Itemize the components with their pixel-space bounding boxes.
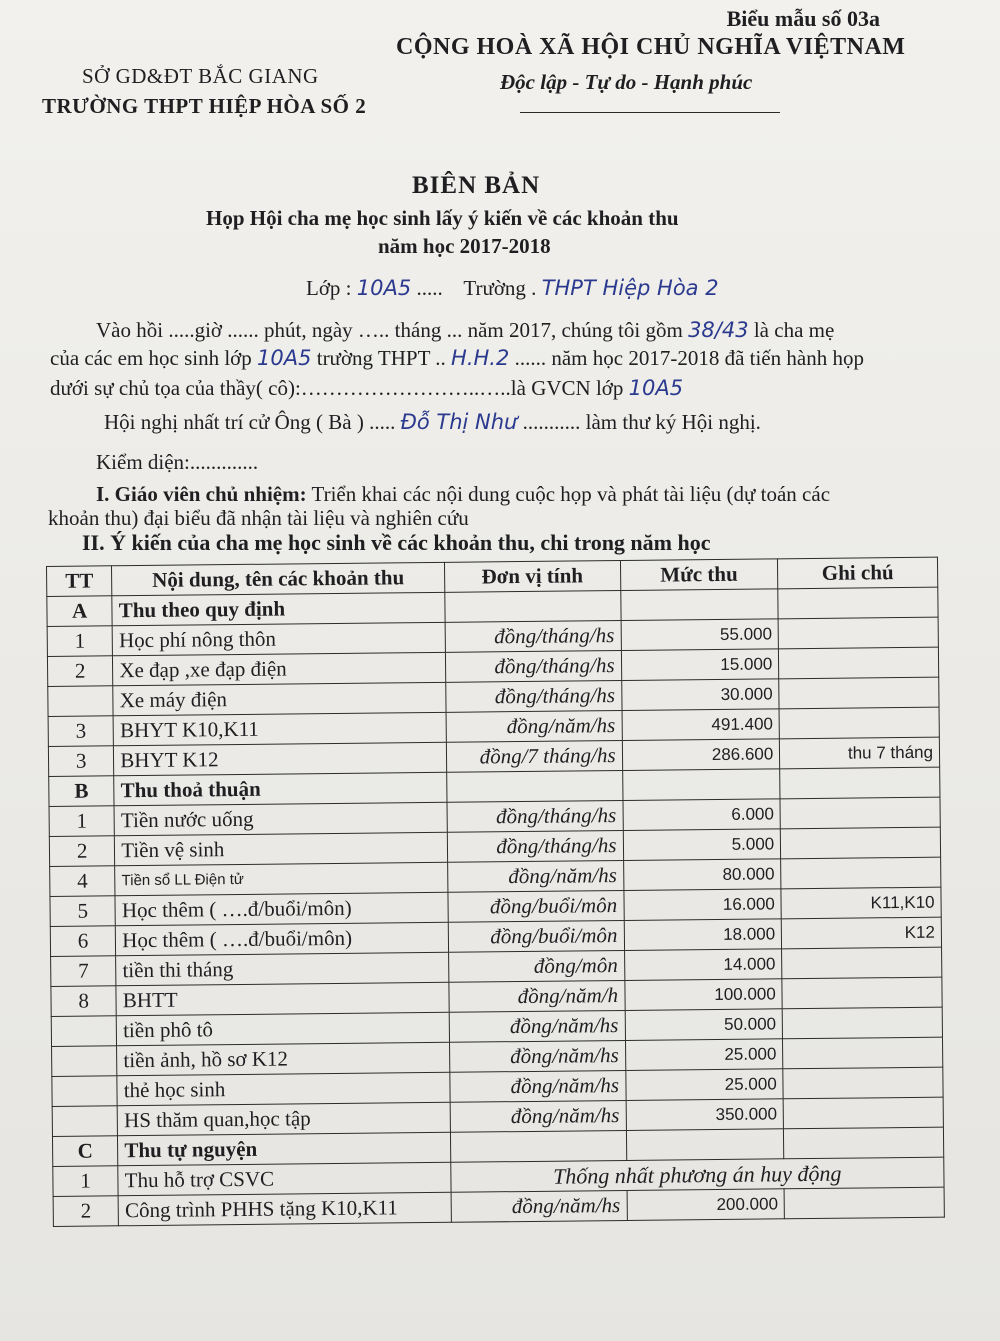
row-content: Học phí nông thôn — [112, 622, 445, 655]
row-rate — [626, 1129, 784, 1161]
row-number — [48, 686, 114, 717]
row-unit — [450, 1130, 626, 1162]
department-name: SỞ GD&ĐT BẮC GIANG — [82, 64, 319, 88]
document-title: BIÊN BẢN — [412, 172, 541, 199]
row-content: Tiền vệ sinh — [115, 832, 448, 865]
school-label: Trường . — [463, 276, 537, 300]
row-number: B — [49, 776, 115, 807]
row-rate: 50.000 — [625, 1009, 783, 1041]
row-unit: đồng/năm/hs — [449, 1040, 625, 1072]
row-note — [782, 1007, 942, 1039]
row-content: Xe máy điện — [113, 682, 446, 715]
paragraph-text: ........... làm thư ký Hội nghị. — [522, 410, 761, 434]
row-unit: đồng/tháng/hs — [447, 830, 623, 862]
row-rate: 25.000 — [625, 1069, 783, 1101]
row-content: Học thêm ( ….đ/buổi/môn) — [116, 922, 449, 955]
row-note — [784, 1127, 944, 1159]
row-content: Thu tự nguyện — [118, 1132, 451, 1165]
row-content: BHYT K10,K11 — [113, 712, 446, 745]
row-rate: 5.000 — [623, 829, 781, 861]
class-line — [306, 276, 719, 301]
paragraph-line-3 — [50, 376, 683, 401]
paragraph-text: trường THPT .. — [316, 346, 446, 370]
row-rate: 100.000 — [624, 979, 782, 1011]
row-note — [780, 767, 940, 799]
class-label: Lớp : — [306, 276, 352, 300]
row-content: BHYT K12 — [114, 742, 447, 775]
row-note — [779, 647, 939, 679]
paragraph-text: là cha mẹ — [753, 318, 835, 342]
section-1-text: Triển khai các nội dung cuộc họp và phát tài liệu (dự toán các — [306, 482, 831, 506]
row-number: 3 — [48, 746, 114, 777]
row-unit: đồng/7 tháng/hs — [446, 740, 622, 772]
row-unit: đồng/năm/h — [449, 980, 625, 1012]
row-note — [778, 617, 938, 649]
section-1 — [96, 482, 830, 507]
row-note — [781, 857, 941, 889]
row-content: Thu thoả thuận — [114, 772, 447, 805]
row-merged-note: Thống nhất phương án huy động — [451, 1157, 945, 1192]
attendees-handwritten: 38/43 — [688, 318, 749, 342]
row-number: 5 — [50, 896, 116, 927]
section-1-continued: khoản thu) đại biểu đã nhận tài liệu và nghiên cứu — [48, 506, 469, 530]
paragraph-text: của các em học sinh lớp — [50, 346, 252, 370]
paragraph-text: Vào hồi .....giờ ...... phút, ngày ….. tháng ... năm 2017, chúng tôi gồm — [96, 318, 683, 342]
header-rate: Mức thu — [620, 559, 778, 591]
row-number: 1 — [49, 806, 115, 837]
paragraph-text: ...... năm học 2017-2018 đã tiến hành họp — [514, 346, 864, 370]
row-number — [52, 1046, 118, 1077]
row-unit — [445, 590, 621, 622]
row-rate — [622, 769, 780, 801]
row-content: HS thăm quan,học tập — [117, 1102, 450, 1135]
row-content: Tiền sổ LL Điện tử — [115, 862, 448, 895]
row-rate — [620, 589, 778, 621]
row-content: tiền phô tô — [116, 1012, 449, 1045]
row-content: tiền ảnh, hồ sơ K12 — [117, 1042, 450, 1075]
secretary-handwritten: Đỗ Thị Như — [400, 410, 518, 434]
row-content: tiền thi tháng — [116, 952, 449, 985]
row-number: 2 — [49, 836, 115, 867]
row-content: thẻ học sinh — [117, 1072, 450, 1105]
school-handwritten: THPT Hiệp Hòa 2 — [541, 276, 719, 300]
row-note — [778, 587, 938, 619]
header-unit: Đơn vị tính — [444, 560, 620, 592]
row-unit: đồng/môn — [448, 950, 624, 982]
row-note — [779, 707, 939, 739]
row-note — [780, 797, 940, 829]
row-unit: đồng/tháng/hs — [445, 650, 621, 682]
row-number: 8 — [51, 986, 117, 1017]
row-rate: 14.000 — [624, 949, 782, 981]
document-subtitle: Họp Hội cha mẹ học sinh lấy ý kiến về các khoản thu — [206, 206, 679, 230]
row-note: K12 — [781, 917, 941, 949]
row-note — [784, 1187, 944, 1219]
row-unit: đồng/tháng/hs — [446, 680, 622, 712]
national-title: CỘNG HOÀ XÃ HỘI CHỦ NGHĨA VIỆTNAM — [396, 34, 906, 60]
row-note — [782, 947, 942, 979]
section-1-label: I. Giáo viên chủ nhiệm: — [96, 482, 307, 506]
form-number: Biểu mẫu số 03a — [726, 6, 880, 31]
row-content: Thu theo quy định — [112, 592, 445, 625]
paragraph-line-2 — [50, 346, 864, 371]
motto-underline — [520, 112, 780, 113]
row-rate: 15.000 — [621, 649, 779, 681]
row-rate: 286.600 — [622, 739, 780, 771]
school-short-handwritten: H.H.2 — [451, 346, 510, 370]
row-rate: 30.000 — [621, 679, 779, 711]
row-rate: 18.000 — [624, 919, 782, 951]
row-note — [783, 1097, 943, 1129]
row-note — [783, 1067, 943, 1099]
row-number — [52, 1106, 118, 1137]
national-motto: Độc lập - Tự do - Hạnh phúc — [500, 70, 753, 94]
row-content: Xe đạp ,xe đạp điện — [113, 652, 446, 685]
school-name: TRƯỜNG THPT HIỆP HÒA SỐ 2 — [42, 94, 367, 118]
row-number: 2 — [47, 656, 113, 687]
row-rate: 350.000 — [626, 1099, 784, 1131]
row-number: A — [47, 596, 113, 627]
row-number — [51, 1016, 117, 1047]
row-note — [779, 677, 939, 709]
row-rate: 55.000 — [621, 619, 779, 651]
attendance-line: Kiểm diện:............. — [96, 450, 259, 474]
school-year: năm học 2017-2018 — [378, 234, 551, 258]
row-number — [52, 1076, 118, 1107]
row-note: thu 7 tháng — [780, 737, 940, 769]
section-2-heading: II. Ý kiến của cha mẹ học sinh về các khoản thu, chi trong năm học — [82, 530, 711, 555]
row-number: 1 — [53, 1166, 119, 1197]
row-note — [783, 1037, 943, 1069]
class-short-handwritten: 10A5 — [257, 346, 312, 370]
row-content: Tiền nước uống — [114, 802, 447, 835]
row-note: K11,K10 — [781, 887, 941, 919]
header-tt: TT — [47, 566, 113, 597]
row-rate: 200.000 — [627, 1189, 785, 1221]
row-unit: đồng/năm/hs — [447, 860, 623, 892]
row-rate: 6.000 — [623, 799, 781, 831]
row-unit: đồng/năm/hs — [450, 1070, 626, 1102]
row-rate: 16.000 — [623, 889, 781, 921]
row-content: Công trình PHHS tặng K10,K11 — [118, 1192, 451, 1225]
row-unit: đồng/năm/hs — [450, 1100, 626, 1132]
header-content: Nội dung, tên các khoản thu — [112, 562, 445, 595]
class-dots: ..... — [416, 276, 443, 300]
row-unit: đồng/năm/hs — [451, 1190, 627, 1222]
row-unit: đồng/buổi/môn — [448, 920, 624, 952]
row-unit: đồng/tháng/hs — [445, 620, 621, 652]
class-handwritten: 10A5 — [356, 276, 412, 300]
row-content: BHTT — [116, 982, 449, 1015]
row-unit: đồng/tháng/hs — [447, 800, 623, 832]
row-number: 7 — [51, 956, 117, 987]
gvcn-class-handwritten: 10A5 — [628, 376, 684, 400]
paragraph-text: Hội nghị nhất trí cử Ông ( Bà ) ..... — [104, 410, 396, 434]
row-unit: đồng/năm/hs — [449, 1010, 625, 1042]
fees-table — [46, 557, 945, 1227]
paragraph-line-1 — [96, 318, 834, 343]
row-content: Thu hỗ trợ CSVC — [118, 1162, 451, 1195]
row-number: 3 — [48, 716, 114, 747]
paragraph-line-4 — [104, 410, 761, 435]
row-unit: đồng/năm/hs — [446, 710, 622, 742]
row-unit — [446, 770, 622, 802]
row-number: 4 — [50, 866, 116, 897]
row-number: 1 — [47, 626, 113, 657]
row-note — [782, 977, 942, 1009]
row-rate: 25.000 — [625, 1039, 783, 1071]
row-number: 6 — [50, 926, 116, 957]
row-number: C — [52, 1136, 118, 1167]
row-rate: 491.400 — [622, 709, 780, 741]
row-content: Học thêm ( ….đ/buổi/môn) — [115, 892, 448, 925]
paragraph-text: dưới sự chủ tọa của thầy( cô):……………………..…..là GVCN lớp — [50, 376, 624, 400]
row-number: 2 — [53, 1196, 119, 1227]
row-note — [781, 827, 941, 859]
row-rate: 80.000 — [623, 859, 781, 891]
row-unit: đồng/buổi/môn — [448, 890, 624, 922]
header-note: Ghi chú — [778, 557, 938, 589]
